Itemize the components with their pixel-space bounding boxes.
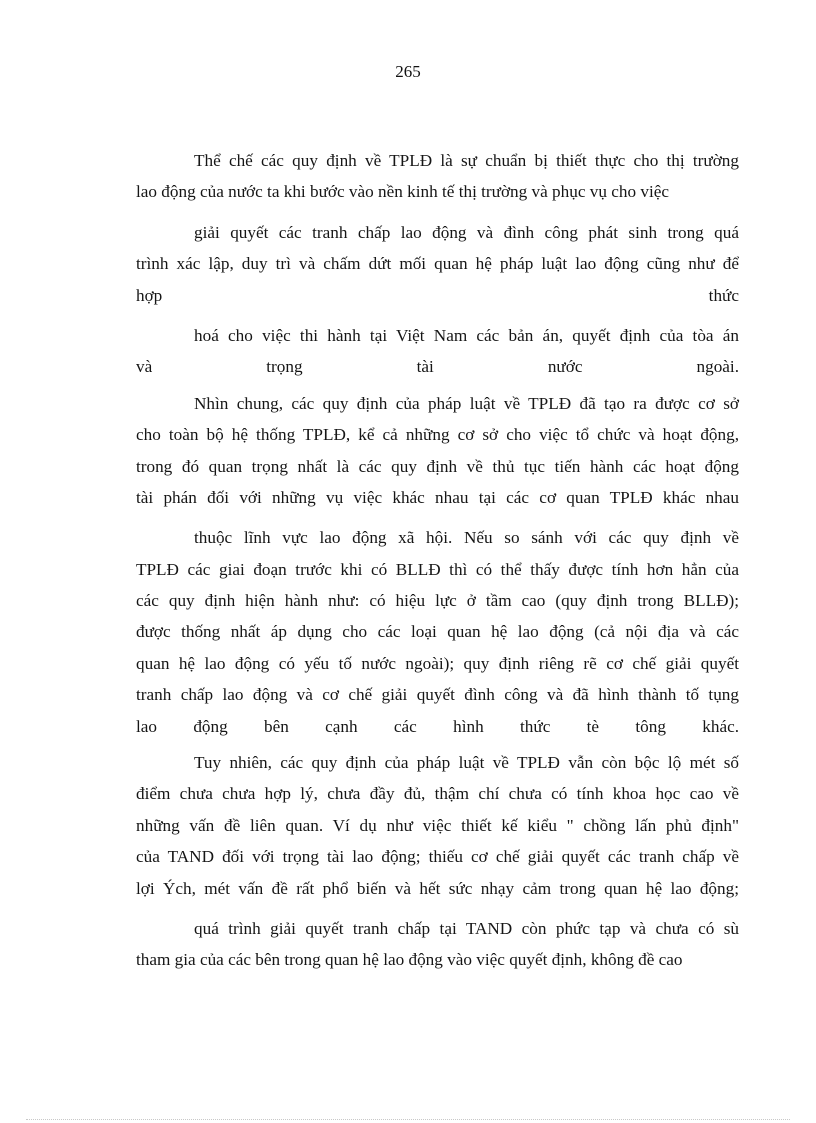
page-number: 265 — [395, 62, 421, 81]
body-text — [136, 140, 739, 976]
text-line: những vấn đề liên quan. Ví dụ như việc thiết kế kiểu " chồng lấn phủ định" — [136, 815, 739, 835]
text-line: các quy định hiện hành như: có hiệu lực ở tầm cao (quy định trong BLLĐ); — [136, 591, 739, 611]
paragraph-first-line: Tuy nhiên, các quy định của pháp luật về TPLĐ vẫn còn bộc lộ mét số — [194, 753, 739, 773]
paragraph-first-line: giải quyết các tranh chấp lao động và đình công phát sinh trong quá — [194, 222, 739, 242]
paragraph-first-line: Nhìn chung, các quy định của pháp luật về TPLĐ đã tạo ra được cơ sở — [194, 393, 739, 413]
text-line: tham gia của các bên trong quan hệ lao động vào việc quyết định, không đề cao — [136, 950, 683, 970]
text-line: quan hệ lao động có yếu tố nước ngoài); quy định riêng rẽ cơ chế giải quyết — [136, 653, 739, 673]
paragraph-first-line: thuộc lĩnh vực lao động xã hội. Nếu so sánh với các quy định về — [194, 528, 739, 548]
paragraph-first-line: Thể chế các quy định về TPLĐ là sự chuẩn bị thiết thực cho thị trường — [194, 151, 739, 170]
line-gap — [136, 904, 739, 913]
text-line: lao động của nước ta khi bước vào nền kinh tế thị trường và phục vụ cho việc — [136, 182, 669, 202]
text-line: hợp thức — [136, 285, 739, 305]
text-line: và trọng tài nước ngoài. — [136, 357, 739, 377]
page-bottom-rule — [26, 1119, 790, 1120]
text-line: trong đó quan trọng nhất là các quy định về thủ tục tiến hành các hoạt động — [136, 456, 739, 476]
text-line: lao động bên cạnh các hình thức tè tông khác. — [136, 716, 739, 736]
paragraph-first-line: quá trình giải quyết tranh chấp tại TAND còn phức tạp và chưa có sù — [194, 918, 739, 938]
line-gap — [136, 513, 739, 522]
line-gap — [136, 208, 739, 217]
text-line: được thống nhất áp dụng cho các loại quan hệ lao động (cả nội địa và các — [136, 622, 739, 642]
text-line: tài phán đối với những vụ việc khác nhau tại các cơ quan TPLĐ khác nhau — [136, 487, 739, 507]
text-line: tranh chấp lao động và cơ chế giải quyết đình công và đã hình thành tố tụng — [136, 685, 739, 705]
text-line: cho toàn bộ hệ thống TPLĐ, kể cả những cơ sở cho việc tổ chức và hoạt động, — [136, 425, 739, 445]
line-gap — [136, 311, 739, 320]
paragraph-first-line: hoá cho việc thi hành tại Việt Nam các bản án, quyết định của tòa án — [194, 325, 739, 345]
text-line: của TAND đối với trọng tài lao động; thiếu cơ chế giải quyết các tranh chấp về — [136, 847, 739, 867]
text-line: điểm chưa chưa hợp lý, chưa đầy đủ, thậm chí chưa có tính khoa học cao về — [136, 784, 739, 804]
text-line: lợi Ých, mét vấn đề rất phổ biến và hết sức nhạy cảm trong quan hệ lao động; — [136, 878, 739, 898]
text-line: TPLĐ các giai đoạn trước khi có BLLĐ thì có thể thấy được tính hơn hẳn của — [136, 559, 739, 579]
text-line: trình xác lập, duy trì và chấm dứt mối quan hệ pháp luật lao động cũng như để — [136, 254, 739, 274]
